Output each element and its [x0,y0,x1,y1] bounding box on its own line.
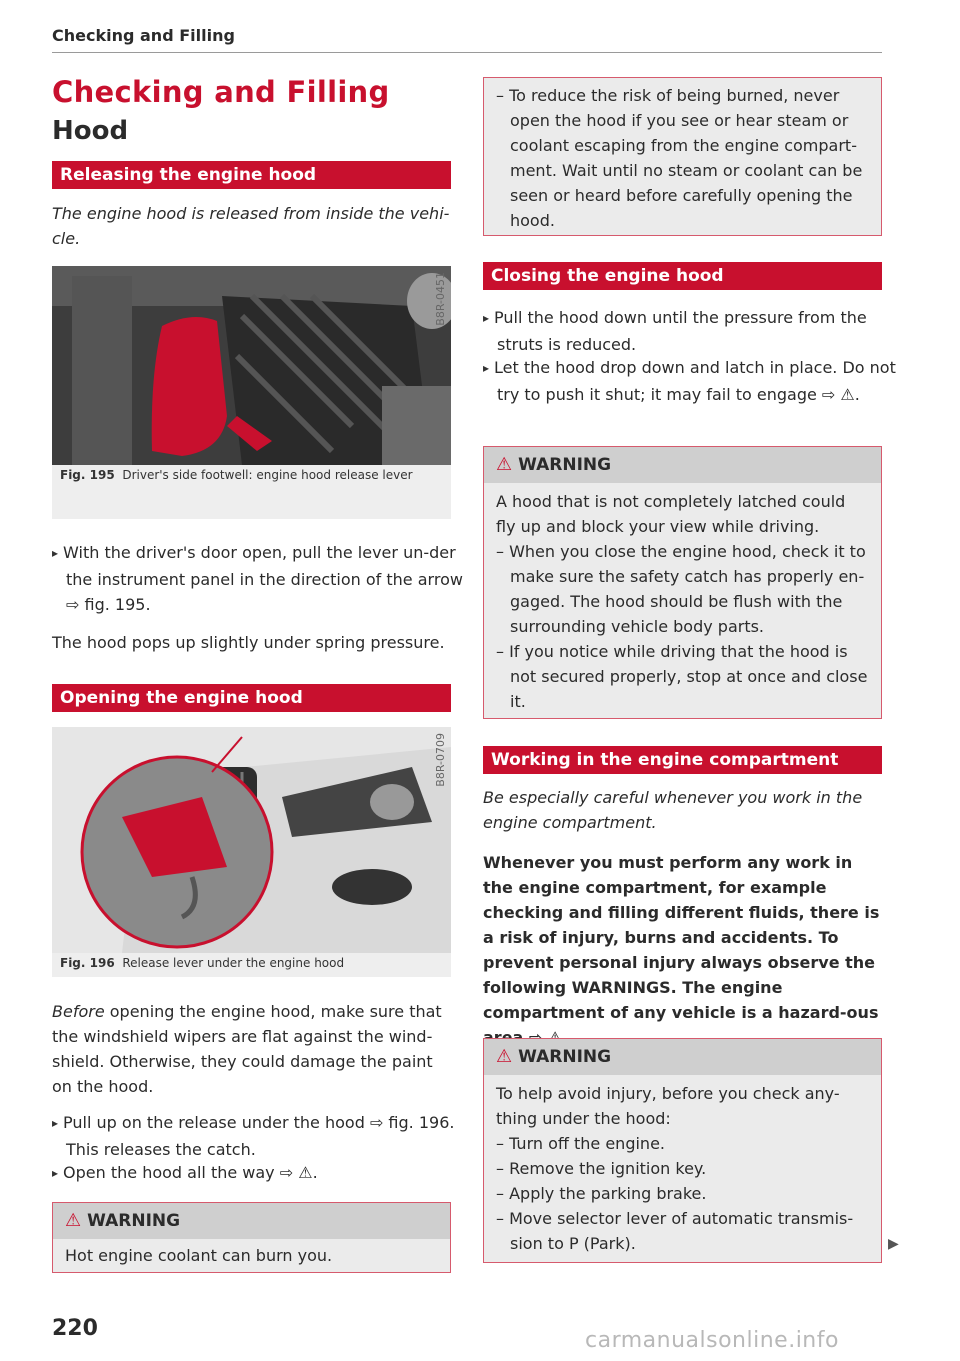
continued-arrow-icon: ▶ [888,1236,899,1252]
warning-hot-coolant-title: WARNING [87,1211,181,1231]
footwell-illustration [52,266,451,465]
engine-compartment-heading: Working in the engine compartment [483,746,882,774]
step-pull-lever: ▸ With the driver's door open, pull the lever un-der the instrument panel in the direction of the arrow ⇨ fig. 195. [52,540,465,617]
closing-hood-heading: Closing the engine hood [483,262,882,290]
figure-195-label: Fig. 195 [60,468,115,482]
before-opening-paragraph [52,999,451,1099]
warning-triangle-icon: ⚠ [65,1210,82,1231]
opening-hood-heading: Opening the engine hood [52,684,451,712]
releasing-hood-heading: Releasing the engine hood [52,161,451,189]
chapter-title: Checking and Filling [52,75,390,109]
warning-hood-latched-head [484,447,881,483]
figure-196 [52,727,451,977]
figure-195-caption [52,465,451,487]
before-rest: opening the engine hood, make sure that the windshield wipers are flat against the wind-shield. Otherwise, they could damage the paint on the hood. [52,1002,442,1096]
warning-hood-latched-item: – When you close the engine hood, check it to make sure the safety catch has properly en-gaged. The hood should be flush with the surrounding vehicle body parts. [496,542,866,636]
warning-hood-latched-title: WARNING [518,455,612,475]
running-header [52,26,882,53]
section-title: Hood [52,116,129,146]
figure-195-caption-text: Driver's side footwell: engine hood release lever [122,468,413,482]
warning-before-check-head [484,1039,881,1075]
engine-compartment-caution: Whenever you must perform any work in the engine compartment, for example checking and filling different fluids, there is a risk of injury, burns and accidents. To prevent personal injury always observe the following WARNINGS. The engine compartment of any vehicle is a hazard-ous [483,853,880,1022]
hood-release-illustration [52,727,451,953]
warning-before-check-intro: To help avoid injury, before you check any-thing under the hood: [496,1084,840,1128]
engine-compartment-intro: Be especially careful whenever you work in the engine compartment. [483,788,863,832]
warning-hot-coolant [52,1202,451,1273]
watermark: carmanualsonline.info [585,1328,839,1353]
warning-before-check [483,1038,882,1263]
figure-195 [52,266,451,519]
step-let-drop: ▸ Let the hood drop down and latch in place. Do not try to push it shut; it may fail to engage ⇨ ⚠. [483,355,896,407]
warning-before-check-item: – Apply the parking brake. [496,1184,707,1203]
burn-risk-box: – To reduce the risk of being burned, never open the hood if you see or hear steam or coolant escaping from the engine compart-ment. Wait until no steam or coolant can be seen or heard before carefully opening the hood. [483,77,882,236]
warning-before-check-item: – Remove the ignition key. [496,1159,707,1178]
step-pull-release: ▸ Pull up on the release under the hood ⇨ fig. 196. This releases the catch. [52,1110,465,1162]
warning-hot-coolant-text: Hot engine coolant can burn you. [65,1246,333,1265]
warning-triangle-icon: ⚠ [496,454,513,475]
figure-196-caption [52,953,451,975]
releasing-hood-intro: The engine hood is released from inside the vehi-cle. [52,204,450,248]
warning-hot-coolant-head [53,1203,450,1239]
figure-196-label: Fig. 196 [60,956,115,970]
figure-196-caption-text: Release lever under the engine hood [122,956,345,970]
warning-hood-latched-intro: A hood that is not completely latched could fly up and block your view while driving. [496,492,846,536]
step-open-hood: ▸ Open the hood all the way ⇨ ⚠. [52,1160,465,1187]
warning-hood-latched-body [484,483,881,722]
figure-195-id: B8R-0451 [434,272,447,326]
warning-before-check-item: – Move selector lever of automatic transmis-sion to P (Park). [496,1209,854,1253]
warning-before-check-item: – Turn off the engine. [496,1134,665,1153]
hood-pops-paragraph: The hood pops up slightly under spring pressure. [52,633,445,652]
warning-triangle-icon: ⚠ [496,1046,513,1067]
running-header-title: Checking and Filling [52,26,235,45]
figure-196-id: B8R-0709 [434,733,447,787]
warning-hood-latched [483,446,882,719]
before-italic: Before [52,1002,105,1021]
page-number: 220 [52,1316,98,1341]
warning-before-check-body [484,1075,881,1264]
warning-before-check-title: WARNING [518,1047,612,1067]
warning-hood-latched-item: – If you notice while driving that the hood is not secured properly, stop at once and close it. [496,642,868,711]
step-pull-down: ▸ Pull the hood down until the pressure from the struts is reduced. [483,305,896,357]
